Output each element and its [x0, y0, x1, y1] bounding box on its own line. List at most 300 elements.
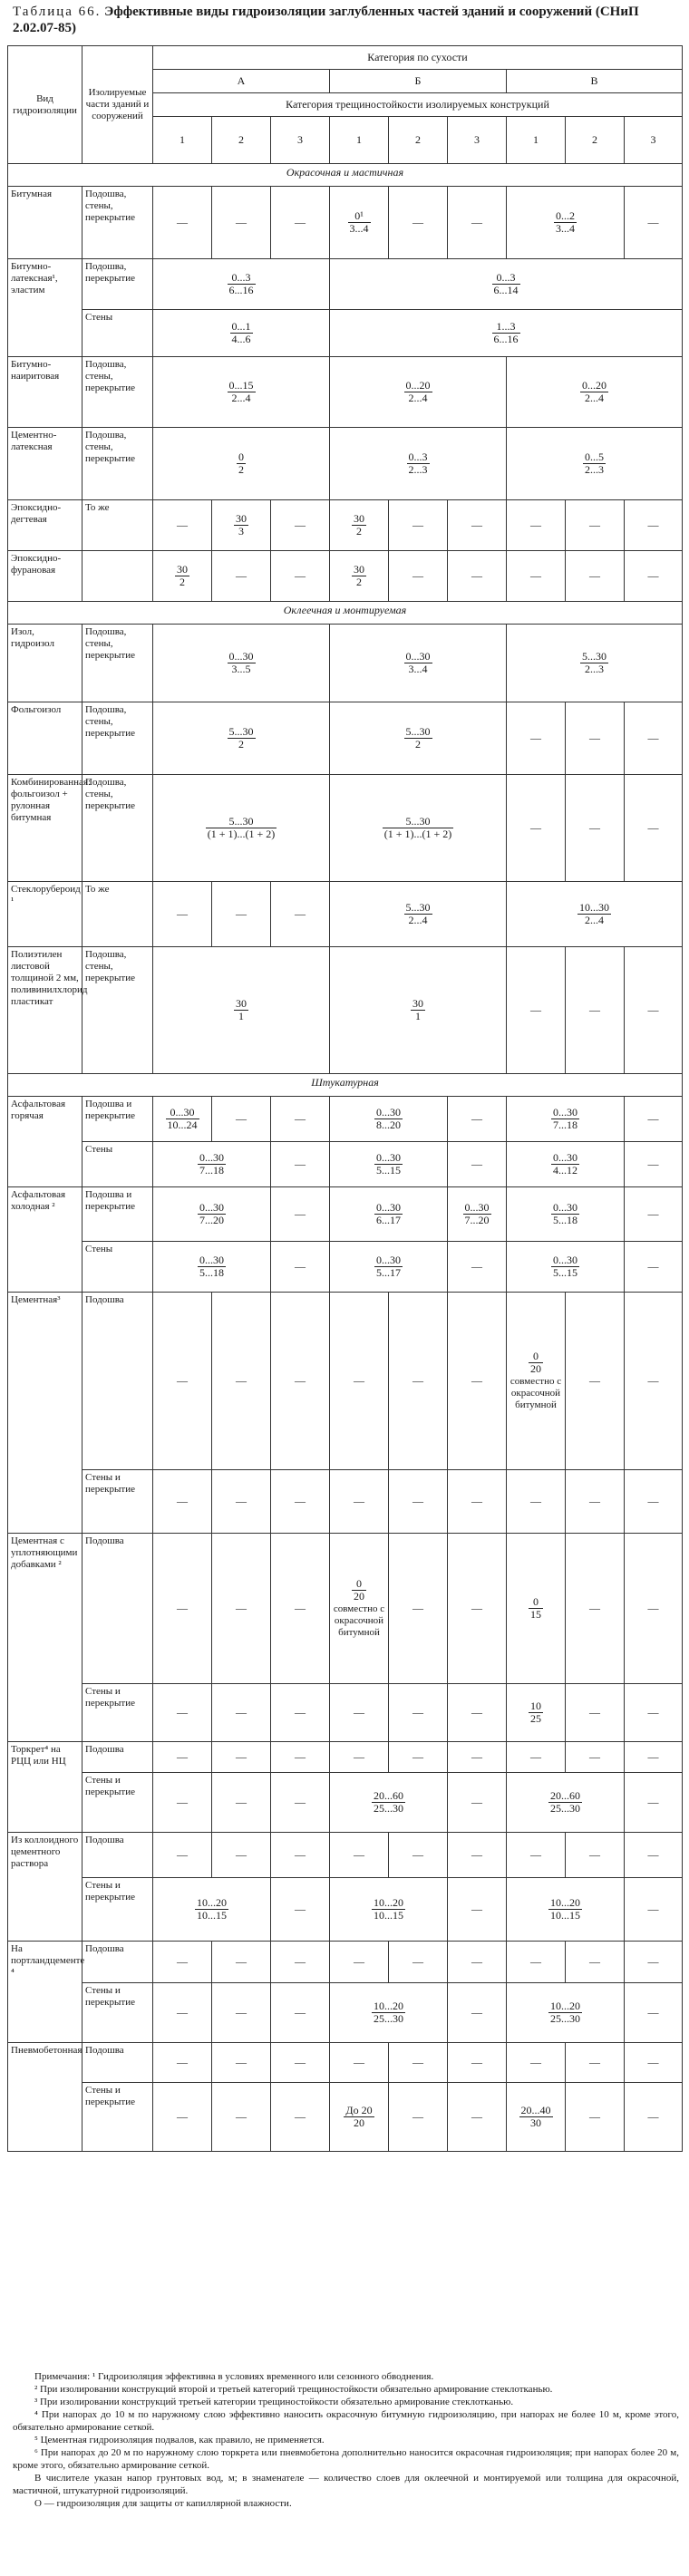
table-row	[8, 2043, 683, 2083]
cell-dash: —	[625, 1142, 683, 1187]
frac-num: 5...30	[206, 816, 277, 828]
frac-num: 20...40	[520, 2103, 551, 2116]
row-part: Подошва, стены, перекрытие	[82, 428, 153, 500]
cell-dash: —	[271, 2043, 330, 2083]
cell-dash: —	[153, 187, 212, 259]
frac-num: 0...30	[553, 1150, 577, 1164]
row-part: Подошва, стены, перекрытие	[82, 625, 153, 702]
table-row	[8, 702, 683, 775]
cell-dash: —	[212, 1097, 271, 1142]
row-name: Комбинированная: фольгоизол + рулонная битумная	[8, 775, 82, 882]
cell-dash: —	[330, 1684, 389, 1742]
row-name: Из коллоидного цементного раствора	[8, 1833, 82, 1942]
cell-dash: —	[448, 1773, 507, 1833]
cell-dash: —	[271, 1534, 330, 1684]
cell-dash: —	[448, 1983, 507, 2043]
table-row	[8, 428, 683, 500]
cell-dash: —	[153, 1773, 212, 1833]
row-part: Подошва	[82, 1293, 153, 1470]
header-type: Вид гидроизоляции	[8, 46, 82, 164]
cell-value	[507, 1773, 625, 1833]
header-num: 1	[330, 117, 389, 164]
note: ⁴ При напорах до 10 м по наружному слою эффективно наносить окрасочную битумную гидроизоляцию, при напорах не более 10 м, кроме этого, обязательно армирование сеткой.	[13, 2409, 679, 2433]
table-row	[8, 1773, 683, 1833]
frac-den: 10...15	[197, 1908, 227, 1922]
cell-dash: —	[271, 1242, 330, 1293]
frac-num: 10	[530, 1699, 541, 1712]
header-cat-v: В	[507, 70, 683, 93]
frac-num: 0...20	[405, 378, 431, 392]
cell-dash: —	[625, 1470, 683, 1534]
frac-den: 7...20	[464, 1213, 490, 1226]
frac-num: 5...30	[582, 649, 607, 663]
row-part: Стены и перекрытие	[82, 2083, 153, 2152]
frac-num: 10...20	[374, 1999, 403, 2012]
cell-value	[507, 1534, 566, 1684]
frac-den: 1	[238, 1009, 244, 1022]
frac-num: 0...30	[199, 1253, 224, 1266]
cell-dash: —	[271, 1833, 330, 1878]
cell-dash: —	[271, 187, 330, 259]
frac-num: 0...30	[553, 1105, 577, 1119]
cell-dash: —	[212, 1470, 271, 1534]
cell-value	[153, 310, 330, 357]
row-part: Подошва	[82, 2043, 153, 2083]
cell-dash: —	[153, 1470, 212, 1534]
row-part	[82, 551, 153, 602]
frac-num: 0	[352, 1578, 366, 1591]
frac-num: 0...3	[228, 272, 256, 285]
table-caption: Эффективные виды гидроизоляции заглубленных частей зданий и сооружений (СНиП 2.02.07-85)	[13, 5, 639, 35]
cell-dash: —	[153, 2043, 212, 2083]
cell-dash: —	[566, 2083, 625, 2152]
frac-den: 7...18	[553, 1118, 577, 1131]
cell-value	[448, 1187, 507, 1242]
cell-note: совместно с окрасочной битумной	[333, 1603, 385, 1638]
header-cat-a: А	[153, 70, 330, 93]
table-label: Таблица 66.	[13, 5, 102, 19]
cell-value	[507, 1983, 625, 2043]
cell-dash: —	[271, 1470, 330, 1534]
frac-num: 0...30	[553, 1200, 577, 1214]
frac-num: 0...1	[231, 319, 251, 333]
row-part: Подошва	[82, 1833, 153, 1878]
cell-value	[153, 1878, 271, 1942]
cell-dash: —	[271, 1742, 330, 1773]
cell-dash: —	[330, 2043, 389, 2083]
row-name: Пневмобетонная	[8, 2043, 82, 2152]
row-part: Подошва и перекрытие	[82, 1187, 153, 1242]
row-part: Стены и перекрытие	[82, 1684, 153, 1742]
header-num: 3	[625, 117, 683, 164]
frac-num: 0...30	[166, 1107, 199, 1119]
frac-den: 6...17	[376, 1213, 401, 1226]
cell-note: совместно с окрасочной битумной	[509, 1376, 562, 1410]
frac-den: 7...20	[199, 1213, 224, 1226]
frac-den: 8...20	[376, 1118, 401, 1131]
frac-den: 2...4	[231, 391, 251, 404]
cell-value	[507, 1242, 625, 1293]
frac-den: 3...4	[349, 221, 369, 235]
cell-dash: —	[212, 882, 271, 947]
cell-value	[153, 1097, 212, 1142]
cell-dash: —	[507, 551, 566, 602]
frac-num: 5...30	[228, 724, 254, 738]
cell-dash: —	[212, 1293, 271, 1470]
frac-den: 2...3	[408, 462, 428, 476]
table-row	[8, 1942, 683, 1983]
cell-dash: —	[389, 500, 448, 551]
table-row	[8, 1833, 683, 1878]
cell-dash: —	[625, 551, 683, 602]
frac-den: 5...17	[376, 1265, 401, 1279]
cell-dash: —	[271, 1983, 330, 2043]
frac-den: 10...15	[550, 1908, 580, 1922]
table-row	[8, 947, 683, 1074]
frac-den: 20	[354, 2116, 364, 2129]
cell-value	[153, 775, 330, 882]
cell-dash: —	[153, 1742, 212, 1773]
frac-den: 4...6	[231, 332, 251, 345]
cell-value	[330, 625, 507, 702]
cell-dash: —	[389, 1742, 448, 1773]
cell-dash: —	[153, 1942, 212, 1983]
frac-den: 10...15	[374, 1908, 403, 1922]
frac-num: 0...30	[228, 649, 254, 663]
cell-dash: —	[448, 187, 507, 259]
row-name: Цементная³	[8, 1293, 82, 1534]
cell-dash: —	[625, 1742, 683, 1773]
cell-dash: —	[212, 1833, 271, 1878]
cell-value	[330, 1534, 389, 1684]
cell-value	[330, 357, 507, 428]
cell-dash: —	[448, 1833, 507, 1878]
cell-dash: —	[566, 1742, 625, 1773]
cell-dash: —	[448, 1242, 507, 1293]
row-name: Эпоксидно-фурановая	[8, 551, 82, 602]
row-part: Подошва, стены, перекрытие	[82, 702, 153, 775]
cell-dash: —	[212, 1742, 271, 1773]
row-name: Асфальтовая холодная ²	[8, 1187, 82, 1293]
cell-dash: —	[448, 1293, 507, 1470]
frac-num: 10...20	[197, 1895, 227, 1909]
row-part: То же	[82, 500, 153, 551]
table-row	[8, 357, 683, 428]
cell-dash: —	[271, 1684, 330, 1742]
frac-den: (1 + 1)...(1 + 2)	[383, 827, 452, 840]
frac-den: 2	[356, 524, 362, 537]
row-part: Стены и перекрытие	[82, 1470, 153, 1534]
section-row	[8, 1074, 683, 1097]
cell-dash: —	[330, 1293, 389, 1470]
table-notes	[13, 2370, 679, 2510]
cell-dash: —	[389, 1942, 448, 1983]
header-cat-b: Б	[330, 70, 507, 93]
frac-num: 0...20	[582, 378, 607, 392]
cell-dash: —	[448, 2043, 507, 2083]
row-name: Битумная	[8, 187, 82, 259]
cell-value	[153, 1142, 271, 1187]
row-part: Подошва, стены, перекрытие	[82, 187, 153, 259]
frac-den: 3...4	[408, 662, 428, 675]
table-row	[8, 1242, 683, 1293]
frac-den: 2...3	[585, 662, 604, 675]
table-row	[8, 551, 683, 602]
cell-value	[507, 1684, 566, 1742]
row-part: То же	[82, 882, 153, 947]
cell-dash: —	[625, 1983, 683, 2043]
row-part: Стены и перекрытие	[82, 1773, 153, 1833]
frac-den: 15	[530, 1607, 541, 1621]
cell-dash: —	[566, 2043, 625, 2083]
frac-den: 3...5	[231, 662, 251, 675]
cell-dash: —	[330, 1742, 389, 1773]
cell-value	[330, 1773, 448, 1833]
cell-dash: —	[271, 1187, 330, 1242]
frac-num: 30	[354, 511, 364, 525]
cell-dash: —	[625, 947, 683, 1074]
table-row	[8, 259, 683, 310]
cell-value	[153, 1242, 271, 1293]
frac-den: 5...18	[199, 1265, 224, 1279]
cell-dash: —	[625, 500, 683, 551]
cell-dash: —	[566, 500, 625, 551]
header-dryness: Категория по сухости	[153, 46, 683, 70]
row-name: Цементно-латексная	[8, 428, 82, 500]
row-part: Подошва, стены, перекрытие	[82, 357, 153, 428]
cell-dash: —	[153, 1983, 212, 2043]
cell-value	[507, 1187, 625, 1242]
cell-dash: —	[389, 1293, 448, 1470]
frac-den: 1	[415, 1009, 421, 1022]
frac-num: 30	[177, 562, 188, 576]
header-num: 2	[389, 117, 448, 164]
frac-den: 5...15	[553, 1265, 577, 1279]
cell-value	[153, 259, 330, 310]
cell-dash: —	[389, 1470, 448, 1534]
frac-den: 25...30	[374, 1801, 403, 1815]
cell-dash: —	[507, 500, 566, 551]
cell-dash: —	[212, 2083, 271, 2152]
cell-dash: —	[153, 500, 212, 551]
table-row	[8, 775, 683, 882]
cell-value	[153, 551, 212, 602]
frac-num: 0...30	[199, 1200, 224, 1214]
frac-num: 30	[236, 511, 247, 525]
frac-num: До 20	[345, 2103, 373, 2116]
cell-dash: —	[212, 1773, 271, 1833]
row-part: Стены и перекрытие	[82, 1983, 153, 2043]
cell-value	[330, 947, 507, 1074]
frac-den: 25...30	[374, 2011, 403, 2025]
row-name: Битумно-латексная¹, эластим	[8, 259, 82, 357]
frac-den: 2	[180, 575, 185, 588]
table-row	[8, 1470, 683, 1534]
cell-dash: —	[389, 1833, 448, 1878]
cell-dash: —	[448, 1097, 507, 1142]
table-row	[8, 310, 683, 357]
cell-value	[330, 428, 507, 500]
cell-value	[330, 187, 389, 259]
frac-den: 2	[356, 575, 362, 588]
cell-dash: —	[507, 1470, 566, 1534]
cell-dash: —	[212, 551, 271, 602]
frac-den: 2	[415, 737, 421, 751]
frac-num: 10...30	[579, 900, 609, 914]
cell-dash: —	[507, 1942, 566, 1983]
frac-num: 0...30	[376, 1150, 401, 1164]
cell-dash: —	[389, 187, 448, 259]
row-name: Полиэтилен листовой толщиной 2 мм, поливинилхлорид пластикат	[8, 947, 82, 1074]
header-crack: Категория трещиностойкости изолируемых конструкций	[153, 93, 683, 117]
cell-dash: —	[625, 1534, 683, 1684]
frac-num: 0	[238, 450, 244, 463]
cell-dash: —	[448, 1878, 507, 1942]
cell-value	[153, 1187, 271, 1242]
cell-value	[330, 500, 389, 551]
cell-value	[507, 2083, 566, 2152]
cell-dash: —	[507, 1833, 566, 1878]
table-row	[8, 1097, 683, 1142]
header-num: 3	[271, 117, 330, 164]
frac-den: (1 + 1)...(1 + 2)	[207, 827, 276, 840]
frac-den: 5...18	[553, 1213, 577, 1226]
cell-dash: —	[625, 1293, 683, 1470]
header-part: Изолируемые части зданий и сооружений	[82, 46, 153, 164]
cell-dash: —	[153, 1293, 212, 1470]
cell-dash: —	[507, 947, 566, 1074]
cell-value	[153, 702, 330, 775]
frac-num: 0...15	[228, 378, 254, 392]
row-part: Подошва	[82, 1534, 153, 1684]
cell-dash: —	[271, 2083, 330, 2152]
cell-dash: —	[625, 187, 683, 259]
cell-dash: —	[625, 775, 683, 882]
cell-dash: —	[625, 2043, 683, 2083]
frac-den: 20	[354, 1590, 364, 1603]
table-row	[8, 882, 683, 947]
cell-dash: —	[389, 1534, 448, 1684]
frac-num: 5...30	[405, 724, 431, 738]
cell-value	[330, 775, 507, 882]
frac-den: 6...16	[228, 283, 254, 296]
cell-value	[507, 1097, 625, 1142]
frac-num: 0¹	[348, 210, 371, 223]
note: ³ При изолировании конструкций третьей категории трещиностойкости обязательно армирование стеклотканью.	[34, 2397, 514, 2407]
cell-dash: —	[448, 551, 507, 602]
cell-dash: —	[271, 1097, 330, 1142]
header-row-1	[8, 46, 683, 70]
table-row	[8, 1684, 683, 1742]
frac-num: 5...30	[405, 900, 431, 914]
cell-dash: —	[271, 1293, 330, 1470]
cell-dash: —	[566, 1684, 625, 1742]
cell-value	[153, 947, 330, 1074]
frac-num: 0...30	[553, 1253, 577, 1266]
header-num: 1	[507, 117, 566, 164]
table-row	[8, 187, 683, 259]
frac-num: 0...5	[585, 450, 604, 463]
frac-den: 25	[530, 1711, 541, 1725]
cell-dash: —	[389, 2083, 448, 2152]
frac-num: 0...2	[556, 208, 575, 222]
cell-dash: —	[271, 1878, 330, 1942]
frac-num: 30	[354, 562, 364, 576]
frac-den: 4...12	[553, 1163, 577, 1177]
cell-dash: —	[566, 947, 625, 1074]
cell-value	[507, 1293, 566, 1470]
note: О — гидроизоляция для защиты от капиллярной влажности.	[34, 2498, 292, 2509]
cell-dash: —	[448, 2083, 507, 2152]
frac-num: 10...20	[550, 1895, 580, 1909]
frac-num: 0...3	[408, 450, 428, 463]
frac-den: 2	[238, 462, 244, 476]
cell-dash: —	[507, 775, 566, 882]
frac-num: 0...30	[376, 1105, 401, 1119]
cell-value	[507, 1878, 625, 1942]
row-part: Стены и перекрытие	[82, 1878, 153, 1942]
cell-dash: —	[566, 1833, 625, 1878]
frac-num: 30	[412, 996, 423, 1010]
cell-dash: —	[566, 1942, 625, 1983]
cell-value	[507, 882, 683, 947]
frac-den: 2	[238, 737, 244, 751]
cell-dash: —	[566, 702, 625, 775]
table-row	[8, 625, 683, 702]
frac-num: 5...30	[383, 816, 454, 828]
section-title: Штукатурная	[8, 1074, 683, 1097]
cell-value	[330, 1142, 448, 1187]
cell-dash: —	[330, 1833, 389, 1878]
cell-value	[507, 187, 625, 259]
cell-value	[330, 1878, 448, 1942]
frac-den: 30	[530, 2116, 541, 2129]
frac-num: 0...30	[199, 1150, 224, 1164]
frac-num: 0...3	[492, 272, 520, 285]
frac-num: 0...30	[376, 1253, 401, 1266]
cell-dash: —	[271, 1942, 330, 1983]
note: ² При изолировании конструкций второй и третьей категорий трещиностойкости обязательно армирование стеклотканью.	[34, 2384, 553, 2395]
frac-den: 20	[530, 1362, 541, 1375]
cell-dash: —	[212, 1684, 271, 1742]
frac-den: 25...30	[550, 2011, 580, 2025]
cell-dash: —	[389, 2043, 448, 2083]
cell-dash: —	[507, 2043, 566, 2083]
frac-den: 2...4	[408, 913, 428, 926]
cell-dash: —	[448, 500, 507, 551]
frac-num: 0	[529, 1596, 543, 1609]
cell-dash: —	[271, 551, 330, 602]
table-row	[8, 1187, 683, 1242]
cell-dash: —	[153, 2083, 212, 2152]
cell-value	[212, 500, 271, 551]
header-num: 3	[448, 117, 507, 164]
cell-value	[330, 882, 507, 947]
cell-dash: —	[625, 2083, 683, 2152]
cell-value	[330, 310, 683, 357]
cell-dash: —	[625, 1773, 683, 1833]
cell-dash: —	[625, 1242, 683, 1293]
cell-dash: —	[625, 1684, 683, 1742]
row-name: Торкрет⁴ на РЦЦ или НЦ	[8, 1742, 82, 1833]
frac-den: 2...4	[408, 391, 428, 404]
frac-den: 3	[238, 524, 244, 537]
note: ⁵ Цементная гидроизоляция подвалов, как правило, не применяется.	[34, 2435, 325, 2445]
cell-dash: —	[212, 2043, 271, 2083]
cell-dash: —	[212, 1534, 271, 1684]
cell-dash: —	[330, 1470, 389, 1534]
cell-dash: —	[448, 1742, 507, 1773]
